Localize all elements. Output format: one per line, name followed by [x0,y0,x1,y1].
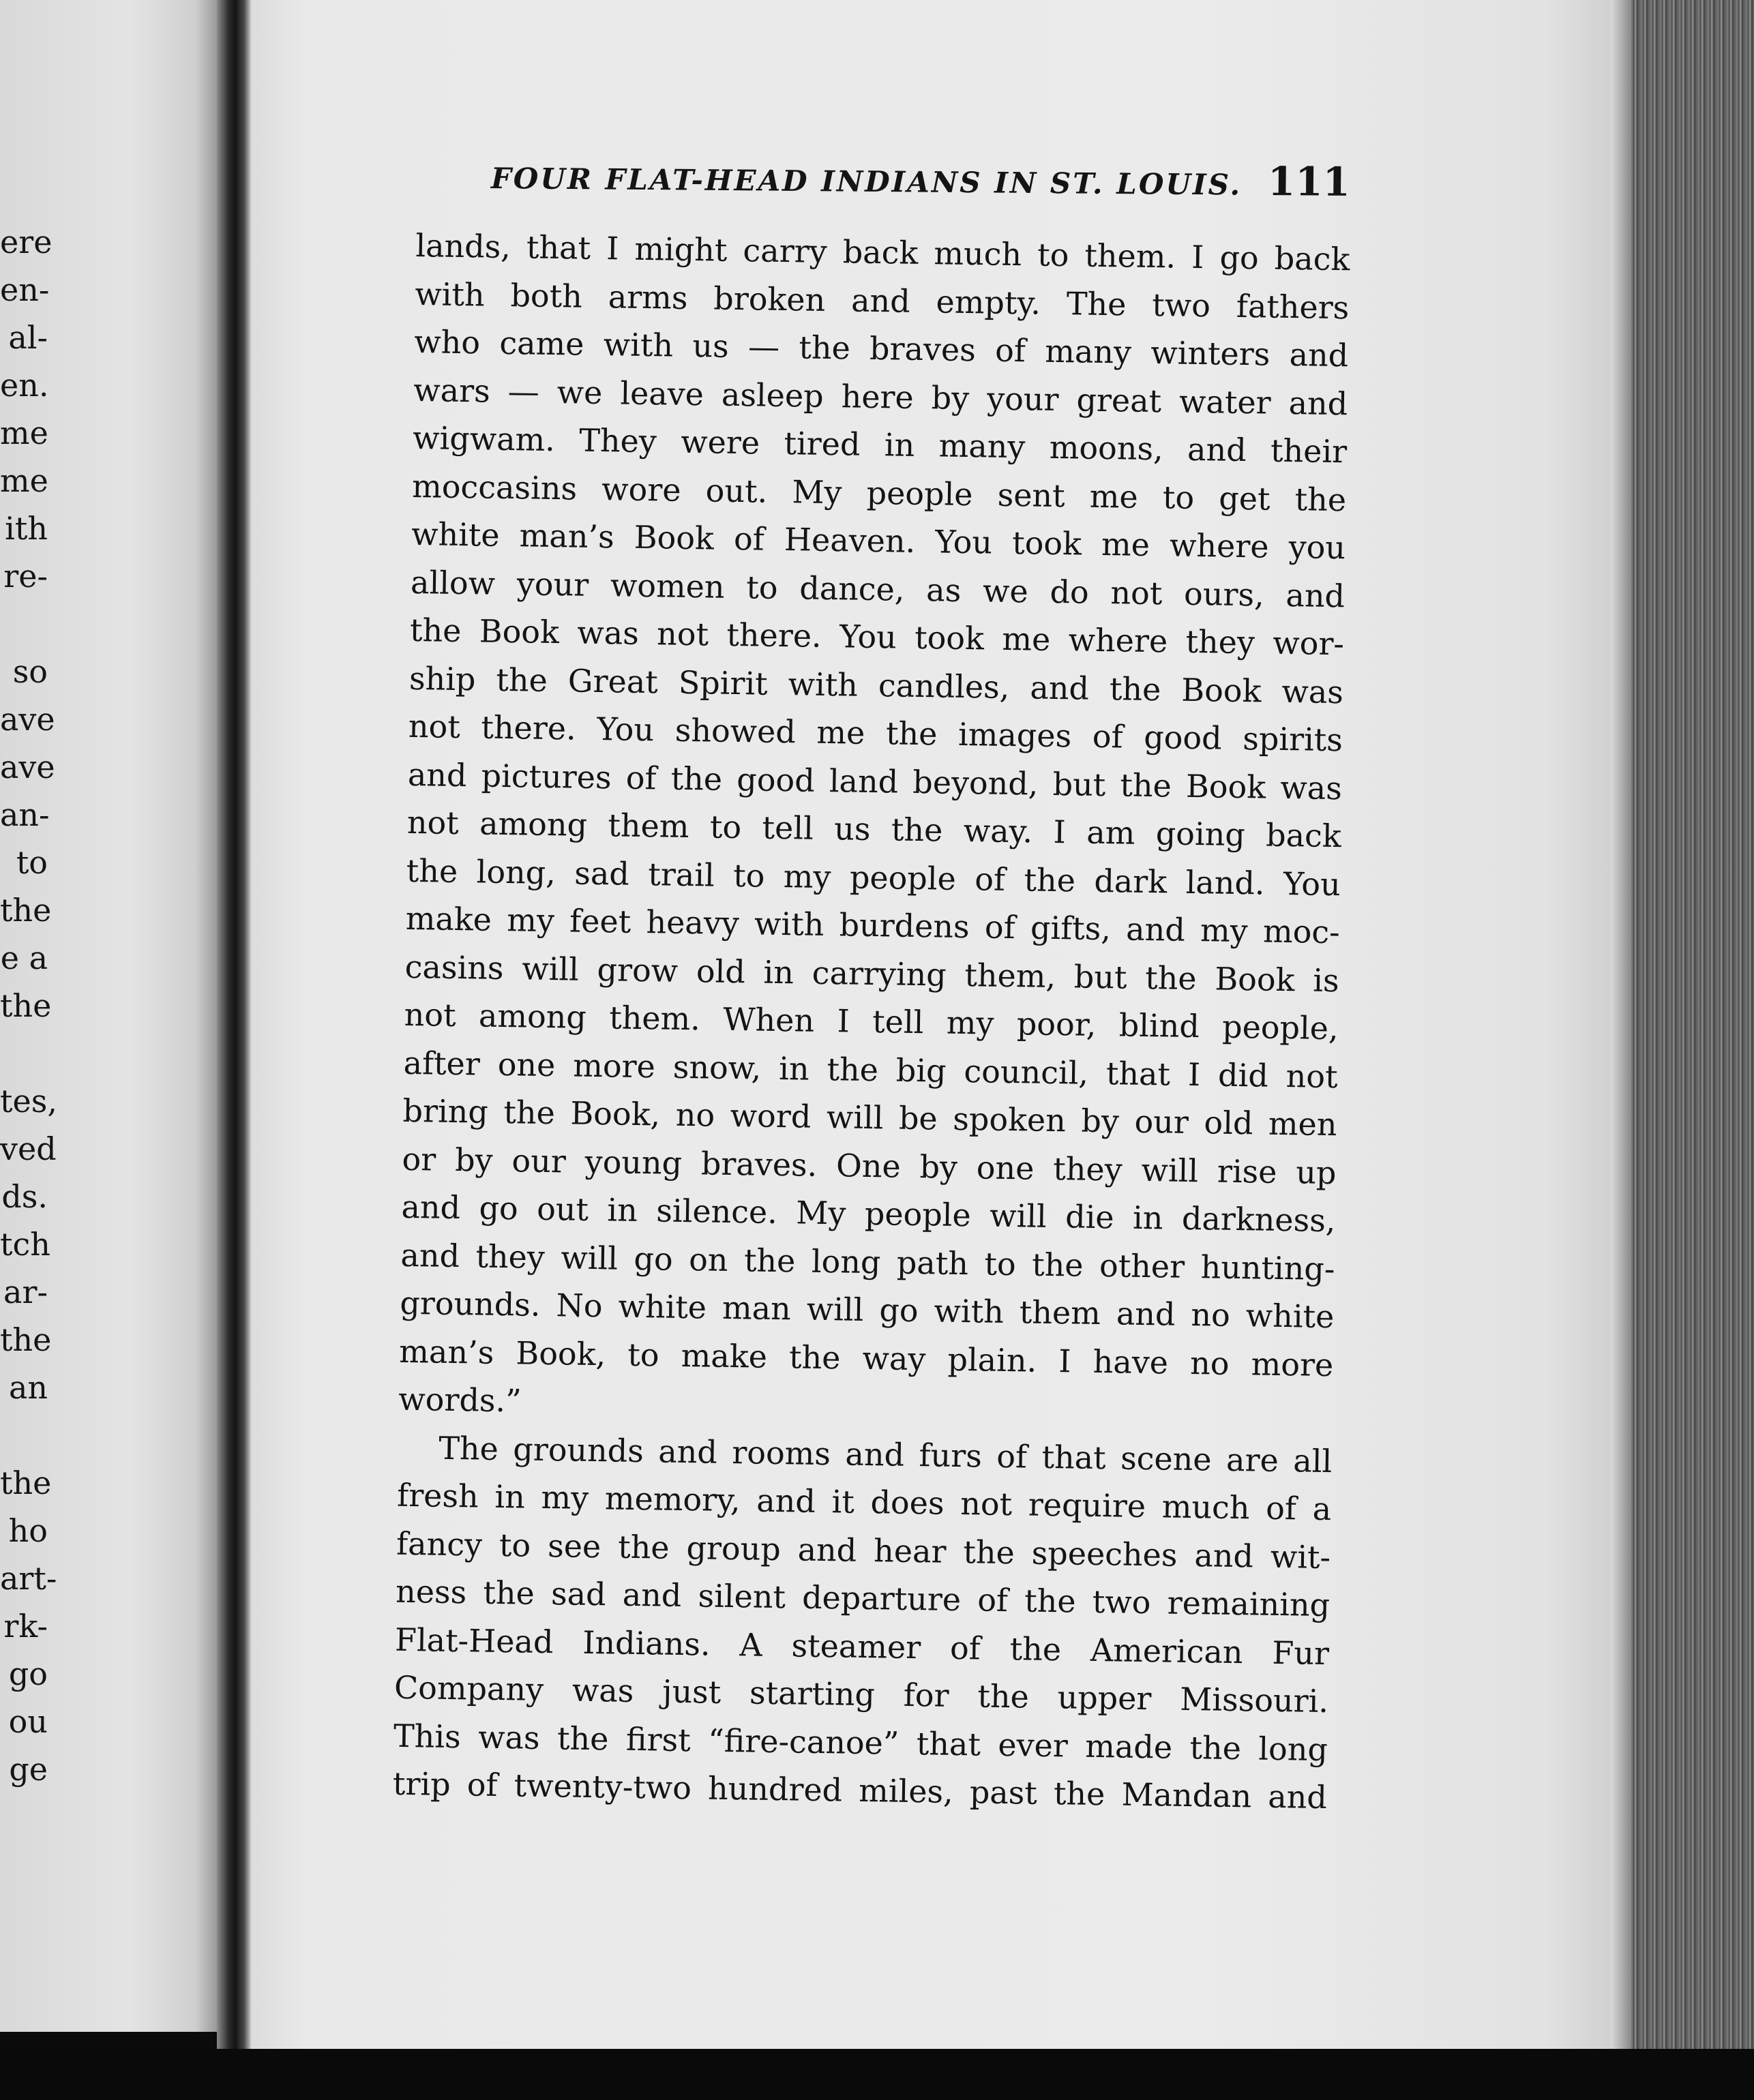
previous-page-fragment: an- [0,796,50,833]
text-line: casins will grow old in carrying them, but the Book is [404,948,1340,999]
text-line: make my feet heavy with burdens of gifts, and my moc- [405,899,1341,951]
text-line: who came with us — the braves of many winters and [413,322,1349,374]
text-line: fresh in my memory, and it does not require much of a [396,1476,1332,1528]
text-line: white man’s Book of Heaven. You took me where you [411,515,1346,567]
previous-page-fragment [0,1030,48,1077]
previous-page-fragment: the [0,987,52,1024]
text-line: bring the Book, no word will be spoken by our old men [402,1092,1337,1143]
page-edges [1611,0,1754,2052]
text-line: wars — we leave asleep here by your great water and [413,371,1348,422]
text-line: grounds. No white man will go with them and no white [400,1284,1335,1336]
previous-page-fragment: the [0,892,52,929]
text-line: ship the Great Spirit with candles, and the Book was [408,659,1344,710]
book-gutter [217,0,251,2100]
previous-page-fragment [0,600,48,648]
previous-page-fragment: tch [0,1226,50,1263]
previous-page-fragment: ds. [1,1178,48,1215]
page-number: 111 [1267,158,1351,205]
previous-page-fragment: an [8,1369,48,1406]
running-head [491,151,1351,207]
text-line: ness the sad and silent departure of the two remaining [395,1572,1331,1624]
previous-page-fragment: go [8,1655,48,1692]
previous-page-fragment: ave [0,701,55,738]
previous-page-fragment: en- [0,271,50,308]
previous-page-fragment: ar- [3,1274,48,1310]
text-line: or by our young braves. One by one they will rise up [402,1140,1337,1191]
text-line: the long, sad trail to my people of the dark land. You [406,852,1341,903]
text-line: lands, that I might carry back much to them. I go back [415,226,1350,278]
previous-page-fragment: ho [8,1512,48,1549]
previous-page [0,0,217,2032]
text-line: man’s Book, to make the way plain. I have no more [399,1332,1334,1383]
previous-page-fragment: ou [8,1703,48,1740]
previous-page-fragment: to [16,844,48,881]
text-line: The grounds and rooms and furs of that scene are all [438,1429,1333,1480]
previous-page-fragment: e a [0,940,48,976]
previous-page-fragment: re- [3,558,48,595]
scan-bottom-border [0,2049,1754,2100]
previous-page-fragment: the [0,1321,52,1358]
text-line: with both arms broken and empty. The two fathers [415,275,1350,326]
text-line: after one more snow, in the big council, that I did not [403,1044,1338,1095]
body-text [392,222,1350,1822]
previous-page-fragment: en. [0,367,49,404]
text-line: Flat-Head Indians. A steamer of the American Fur [394,1621,1330,1672]
text-line: trip of twenty-two hundred miles, past the Mandan and [392,1765,1328,1816]
previous-page-fragment: ved [0,1130,57,1167]
previous-page-fragment: so [12,653,48,690]
text-line: not among them. When I tell my poor, blind people, [404,995,1339,1047]
previous-page-fragment: tes, [0,1083,57,1120]
text-line: moccasins wore out. My people sent me to get the [411,467,1347,518]
text-line: not among them to tell us the way. I am going back [406,803,1342,855]
previous-page-fragment [0,1411,48,1459]
previous-page-line-endings [0,218,57,1793]
text-line: Company was just starting for the upper Missouri. [393,1668,1329,1720]
text-line: the Book was not there. You took me where they wor- [409,611,1345,663]
text-line: and they will go on the long path to the other hunting- [400,1236,1335,1287]
text-line: allow your women to dance, as we do not ours, and [410,563,1346,614]
text-line: and pictures of the good land beyond, but the Book was [407,755,1343,807]
previous-page-fragment: ith [5,510,48,547]
previous-page-fragment: al- [8,319,48,356]
previous-page-fragment: ge [9,1751,48,1788]
previous-page-fragment: me [0,462,48,499]
text-line: and go out in silence. My people will die in darkness, [401,1188,1336,1240]
previous-page-fragment: ere [0,224,53,260]
previous-page-fragment: ave [0,749,55,785]
text-line: wigwam. They were tired in many moons, and their [412,419,1348,470]
previous-page-fragment: the [0,1465,52,1501]
previous-page-fragment: art- [0,1560,57,1597]
text-line: not there. You showed me the images of good spirits [408,707,1343,759]
text-line: This was the first “fire-canoe” that ever made the long [393,1717,1328,1768]
text-line: fancy to see the group and hear the speeches and wit- [396,1525,1331,1576]
previous-page-fragment: rk- [3,1608,48,1645]
previous-page-fragment: me [0,415,48,451]
text-line: words.” [398,1380,522,1420]
running-title: FOUR FLAT-HEAD INDIANS IN ST. LOUIS. [490,162,1243,202]
